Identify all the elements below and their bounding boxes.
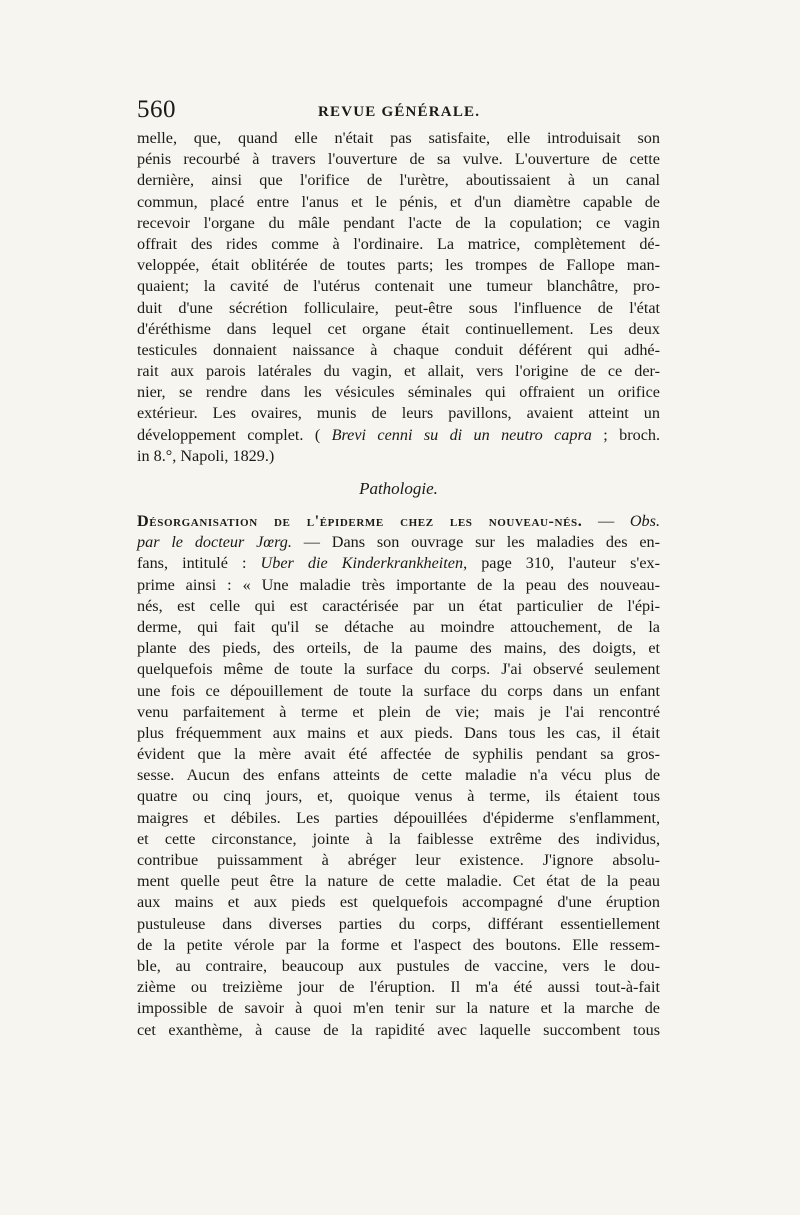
author-line xyxy=(137,532,660,553)
text-line: venu parfaitement à terme et plein de vie; mais je l'ai rencontré xyxy=(137,702,660,721)
text-line: aux mains et aux pieds est quelquefois accompagné d'une éruption xyxy=(137,893,660,912)
text-line: plante des pieds, des orteils, de la paume des mains, des doigts, et xyxy=(137,639,660,658)
text-line: cet exanthème, à cause de la rapidité avec laquelle succombent tous xyxy=(137,1020,660,1039)
body-text xyxy=(137,128,660,1041)
work-title: Uber die Kinderkrankheiten xyxy=(260,554,464,573)
article-heading: Désorganisation de l'épiderme chez les nouveau-nés. xyxy=(137,512,583,530)
text-line: recevoir l'organe du mâle pendant l'acte de la copulation; ce vagin xyxy=(137,213,660,232)
text-fragment: développement complet. xyxy=(137,425,304,444)
text-line: sesse. Aucun des enfans atteints de cette maladie n'a vécu plus de xyxy=(137,766,660,785)
text-fragment: fans, intitulé : xyxy=(137,554,261,573)
citation-line xyxy=(137,425,660,446)
text-line: dernière, ainsi que l'orifice de l'urètre, aboutissaient à un canal xyxy=(137,171,660,190)
text-fragment: , page 310, l'auteur s'ex- xyxy=(463,554,660,573)
page-number: 560 xyxy=(137,96,176,123)
text-fragment: — Dans son ouvrage sur les maladies des en- xyxy=(291,533,660,552)
text-line: prime ainsi : « Une maladie très importante de la peau des nouveau- xyxy=(137,575,660,594)
text-line: maigres et débiles. Les parties dépouillées d'épiderme s'enflamment, xyxy=(137,808,660,827)
text-line: quaient; la cavité de l'utérus contenait une tumeur blanchâtre, pro- xyxy=(137,277,660,296)
text-line: duit d'une sécrétion folliculaire, peut-être sous l'influence de l'état xyxy=(137,298,660,317)
text-line: rait aux parois latérales du vagin, et allait, vers l'origine de ce der- xyxy=(137,362,660,381)
text-line: et cette circonstance, jointe à la faiblesse extrême des individus, xyxy=(137,829,660,848)
text-line: ment quelle peut être la nature de cette maladie. Cet état de la peau xyxy=(137,872,660,891)
section-title: Pathologie. xyxy=(359,479,438,498)
text-line: zième ou treizième jour de l'éruption. Il m'a été aussi tout-à-fait xyxy=(137,978,660,997)
article-heading-line xyxy=(137,511,660,532)
text-line: melle, que, quand elle n'était pas satisfaite, elle introduisait son xyxy=(137,129,660,147)
text-line: impossible de savoir à quoi m'en tenir sur la nature et la marche de xyxy=(137,999,660,1018)
text-fragment: ( xyxy=(303,425,332,444)
text-line: offrait des rides comme à l'ordinaire. La matrice, complètement dé- xyxy=(137,234,660,253)
text-line: nés, est celle qui est caractérisée par un état particulier de l'épi- xyxy=(137,596,660,615)
text-line: pénis recourbé à travers l'ouverture de sa vulve. L'ouverture de cette xyxy=(137,150,660,169)
text-line: une fois ce dépouillement de toute la surface du corps dans un enfant xyxy=(137,681,660,700)
text-line: testicules donnaient naissance à chaque conduit déférent qui adhé- xyxy=(137,340,660,359)
running-head: REVUE GÉNÉRALE. xyxy=(318,104,481,120)
text-line: extérieur. Les ovaires, munis de leurs pavillons, avaient atteint un xyxy=(137,404,660,423)
text-line: quatre ou cinq jours, et, quoique venus à terme, ils étaient tous xyxy=(137,787,660,806)
text-line: ble, au contraire, beaucoup aux pustules de vaccine, vers le dou- xyxy=(137,956,660,975)
text-fragment: ; broch. xyxy=(591,425,661,444)
work-title-line xyxy=(137,553,660,574)
text-line: nier, se rendre dans les vésicules séminales qui offraient un orifice xyxy=(137,383,660,402)
text-line: de la petite vérole par la forme et l'aspect des boutons. Elle ressem- xyxy=(137,935,660,954)
text-line: in 8.°, Napoli, 1829.) xyxy=(137,446,275,465)
author-name: par le docteur Jœrg. xyxy=(137,533,292,552)
text-line: contribue puissamment à abréger leur existence. J'ignore absolu- xyxy=(137,851,660,869)
text-line: commun, placé entre l'anus et le pénis, et d'un diamètre capable de xyxy=(137,192,660,211)
text-line: pustuleuse dans diverses parties du corps, différant essentiellement xyxy=(137,914,660,933)
text-line: quelquefois même de toute la surface du corps. J'ai observé seulement xyxy=(137,660,660,679)
text-line: plus fréquemment aux mains et aux pieds. Dans tous les cas, il était xyxy=(137,723,660,742)
page-header xyxy=(137,96,657,128)
citation-title: Brevi cenni su di un neutro capra xyxy=(331,425,592,444)
obs-label: Obs. xyxy=(629,512,660,530)
text-line: évident que la mère avait été affectée de syphilis pendant sa gros- xyxy=(137,745,660,764)
text-fragment: — xyxy=(582,512,630,530)
text-line: d'éréthisme dans lequel cet organe était continuellement. Les deux xyxy=(137,319,660,338)
text-line: derme, qui fait qu'il se détache au moindre attouchement, de la xyxy=(137,617,660,636)
text-line: veloppée, était oblitérée de toutes parts; les trompes de Fallope man- xyxy=(137,256,660,275)
